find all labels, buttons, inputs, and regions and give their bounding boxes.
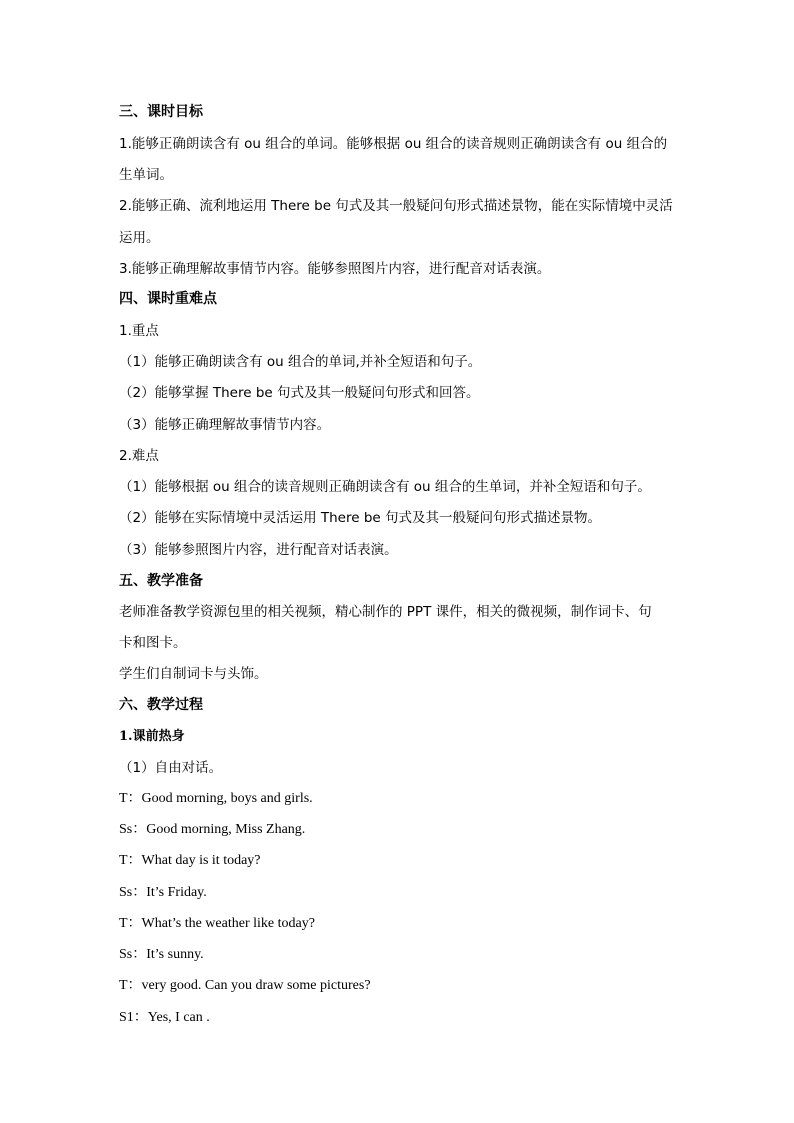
objective-line: 2.能够正确、流利地运用 There be 句式及其一般疑问句形式描述景物，能在实际情境中灵活: [119, 198, 673, 214]
dialogue-line: Ss：It’s sunny.: [119, 947, 204, 962]
objective-line: 运用。: [119, 230, 160, 246]
objective-line: 3.能够正确理解故事情节内容。能够参照图片内容，进行配音对话表演。: [119, 261, 551, 277]
difficult-points-label: 2.难点: [119, 448, 159, 464]
objective-line: 1.能够正确朗读含有 ou 组合的单词。能够根据 ou 组合的读音规则正确朗读含有 ou 组合的: [119, 136, 668, 152]
key-point-item: （1）能够正确朗读含有 ou 组合的单词,并补全短语和句子。: [119, 354, 482, 370]
key-points-label: 1.重点: [119, 323, 159, 339]
procedure-step: （1）自由对话。: [119, 760, 223, 776]
dialogue-line: T：Good morning, boys and girls.: [119, 791, 313, 806]
dialogue-line: T：very good. Can you draw some pictures?: [119, 978, 371, 993]
section-heading-procedure: 六、教学过程: [119, 697, 203, 713]
section-heading-key-points: 四、课时重难点: [119, 291, 217, 307]
preparation-line: 卡和图卡。: [119, 635, 187, 651]
dialogue-line: T：What day is it today?: [119, 853, 261, 868]
objective-line: 生单词。: [119, 167, 173, 183]
key-point-item: （2）能够掌握 There be 句式及其一般疑问句形式和回答。: [119, 385, 480, 401]
procedure-sub-heading: 1.课前热身: [119, 729, 185, 744]
dialogue-line: T：What’s the weather like today?: [119, 916, 315, 931]
preparation-line: 学生们自制词卡与头饰。: [119, 666, 268, 682]
dialogue-line: Ss：It’s Friday.: [119, 885, 207, 900]
preparation-line: 老师准备教学资源包里的相关视频，精心制作的 PPT 课件，相关的微视频，制作词卡、句: [119, 604, 652, 620]
section-heading-preparation: 五、教学准备: [119, 573, 203, 589]
difficult-point-item: （3）能够参照图片内容，进行配音对话表演。: [119, 542, 398, 558]
key-point-item: （3）能够正确理解故事情节内容。: [119, 417, 331, 433]
difficult-point-item: （1）能够根据 ou 组合的读音规则正确朗读含有 ou 组合的生单词，并补全短语和句子。: [119, 479, 651, 495]
section-heading-objectives: 三、课时目标: [119, 104, 203, 120]
difficult-point-item: （2）能够在实际情境中灵活运用 There be 句式及其一般疑问句形式描述景物。: [119, 510, 602, 526]
dialogue-line: Ss：Good morning, Miss Zhang.: [119, 822, 306, 837]
dialogue-line: S1：Yes, I can .: [119, 1010, 210, 1025]
